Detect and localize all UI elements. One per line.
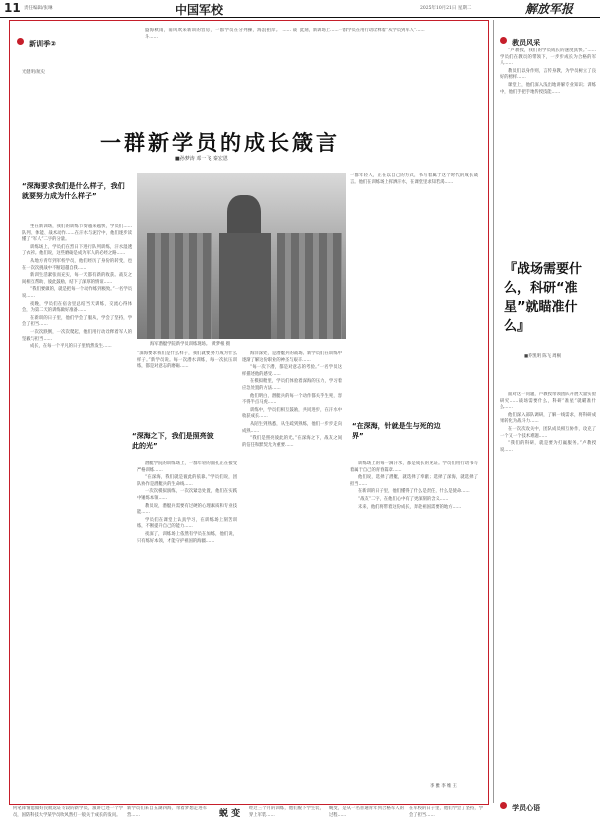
section-title: 中国军校 xyxy=(175,3,224,17)
photo-caption: 海军潜艇学院新学员训练现场。 黄梦根 摄 xyxy=(150,342,231,347)
bullet-icon xyxy=(500,37,507,44)
feature-article xyxy=(9,20,489,805)
bullet-icon xyxy=(500,802,507,809)
sidebar xyxy=(493,20,599,812)
byline: ■孙梦涛 邓一飞 秦宏恩 xyxy=(175,156,228,162)
bottom-section xyxy=(9,806,487,825)
body-column-3: 海洋深处，是潜艇兵的战场。新学员们在训练中逐渐了解这份职业的神圣与艰辛…… “每一次下潜，都是对意志的考验。”一名学员这样描述他的感受…… 在模拟舱里，学员们体验着深海的压力，学习着应急处置的方法…… 他们明白，潜艇兵的每一个动作都关乎生死，容不得半点马虎…… 训练中，学员们相互鼓励，共同进步，在汗水中收获成长…… 从陌生到熟悉，从生疏到熟练，他们一步步走向成熟…… “我们是照亮彼此的光。”在深海之下，战友之间的信任和默契尤为重要…… xyxy=(242,351,342,448)
quote-1: “深海要求我们是什么样子，我们就要努力成为什么样子” xyxy=(22,182,125,200)
bottom-col-2: 经过三个月的训练，他们脱下学生装，穿上军装…… xyxy=(249,806,324,818)
training-photo xyxy=(137,173,346,339)
lead-text: 盛海秋雨，南风吹来新训的营房，一群学员在分列操，海浪拍岸。 …… 战斗…… xyxy=(145,28,297,40)
sidebar-text-top: “卢教授，我们的学员成长的速度真快。”……学员们在教员的带领下，一步步成长为合格的军人…… 教员们以身作则，言传身教，为学员树立了良好的榜样…… 课堂上，他们深入浅出地讲解专业知识；训练中，他们手把手地传授技能…… xyxy=(500,48,596,95)
lead-text-right: 此刻，新训场上……一群学员在用行动诠释着“从学员到军人”…… xyxy=(300,28,425,33)
masthead-logo: 解放军报 xyxy=(525,2,574,16)
editor-credit: 责任编辑/张琳 xyxy=(24,6,53,11)
troops-right xyxy=(277,233,342,339)
headline: 一群新学员的成长箴言 xyxy=(100,131,340,155)
bottom-col-1: 新学员们来自五湖四海，带着梦想走进军营…… xyxy=(127,806,207,818)
quote-2: “深海之下，我们是照亮彼此的光” xyxy=(132,432,214,450)
body-column-4a: 一群年轻人，正在以自己的方式，书写着属于这个时代的成长箴言。他们在训练场上挥洒汗水，在课堂里求知若渴…… xyxy=(350,173,478,185)
bottom-intro: 何笔锋情愿做好民航返证专段的新学员，演讲已述一个学员，国防科技大学某学员吹风然打一般关于成长的发问。 xyxy=(13,806,123,818)
sidebar-text-bottom: 面对这一问题，卢教授带领团队开展大量实验研究……战场需要什么，科研“准星”就瞄准什么…… 他们深入部队调研，了解一线需求，将科研成果转化为战斗力…… 在一次次攻关中，团队成员相互协作，攻克了一个又一个技术难题…… “我们的科研，就是要为打赢服务。”卢教授说…… xyxy=(500,392,596,453)
sidebar-feature-title: 『战场需要什么，科研“准星”就瞄准什么』 xyxy=(504,262,583,334)
body-column-1: 坐在新训场，我们的训练节奏越来越快，学员们……队列、体能、战术动作……在汗水与泥泞中，他们逐步读懂了“军人”二字的分量。 训练场上，学员们在烈日下进行队列训练，汗水湿透了衣衫。他们说，这些磨砺是成为军人的必经之路…… 从地方青年到军校学员，他们经历了身份的转变，也在一次次挑战中不断超越自我…… 新训生活紧张而充实，每一天都有新的收获。战友之间相互帮助、彼此鼓励，结下了深厚的情谊…… “我们要做的，就是把每一个动作练到极致。”一名学员说…… 夜晚，学员们在宿舍里总结当天训练，交流心得体会，为第二天的训练做好准备…… 在新训的日子里，他们学会了服从，学会了坚持，学会了担当…… 一次次跌倒，一次次爬起，他们用行动诠释着军人的坚毅与担当…… 成长，在每一个平凡的日子里悄然发生…… xyxy=(22,224,132,350)
page-header xyxy=(0,0,600,18)
issue-date: 2025年10月21日 星期二 xyxy=(420,6,472,11)
quote-3: “在深海，针就是生与死的边界” xyxy=(352,422,441,440)
body-column-4b: 训练场上的每一滴汗水，都是成长的见证。学员们用行动书写着属于自己的青春篇章…… 他们说，选择了潜艇，就选择了奉献；选择了深海，就选择了担当…… 在新训的日子里，他们懂得了什么是责任，什么是使命…… “战友”二字，在他们心中有了更深刻的含义…… 未来，他们将带着这份成长，奔赴祖国需要的地方…… xyxy=(350,461,478,510)
page-number: 11 xyxy=(4,1,21,15)
bottom-title: 蜕 变 xyxy=(219,809,241,819)
series-tag: 新训季② xyxy=(17,31,56,50)
photo-credit-small: 光健明/航史 xyxy=(22,70,45,75)
soldier-body xyxy=(219,233,271,339)
sidebar-title: 教员风采 xyxy=(500,30,540,49)
bottom-col-4: 在军校的日子里，他们学会了坚持，学会了担当…… xyxy=(409,806,483,818)
body-column-2a: “深海要求我们是什么样子，我们就要努力成为什么样子。”新学员说。每一次潜水训练，每一次抗压训练，都是对意志的磨砺…… xyxy=(137,351,237,370)
troops-left xyxy=(147,233,212,339)
sidebar-byline: ■乔凯明 陈飞 周桐 xyxy=(524,354,561,359)
body-column-2b: 潜艇学院的训练场上，一群年轻的面孔正在接受严格训练…… “在深海，我们就是彼此的依靠。”学员们说，团队协作是潜艇兵的生命线…… 一次次模拟演练，一次次紧急处置，他们在实践中锤炼本领…… 教员说，潜艇兵需要有过硬的心理素质和专业技能…… 学员们在课堂上认真学习，在训练场上刻苦训练，不断提升自己的能力…… 夜深了，训练场上依然有学员在加练，他们说，只有练好本领，才能守护祖国的海疆…… xyxy=(137,461,237,544)
series-icon xyxy=(17,38,24,45)
sidebar-bottom-title: 学员心语 xyxy=(500,795,540,814)
end-credit: 李 雅 李 维 王 xyxy=(430,784,457,789)
soldier-figure xyxy=(227,195,261,237)
bottom-col-3: 蜕变，是从一名普通青年到合格军人的过程…… xyxy=(329,806,404,818)
